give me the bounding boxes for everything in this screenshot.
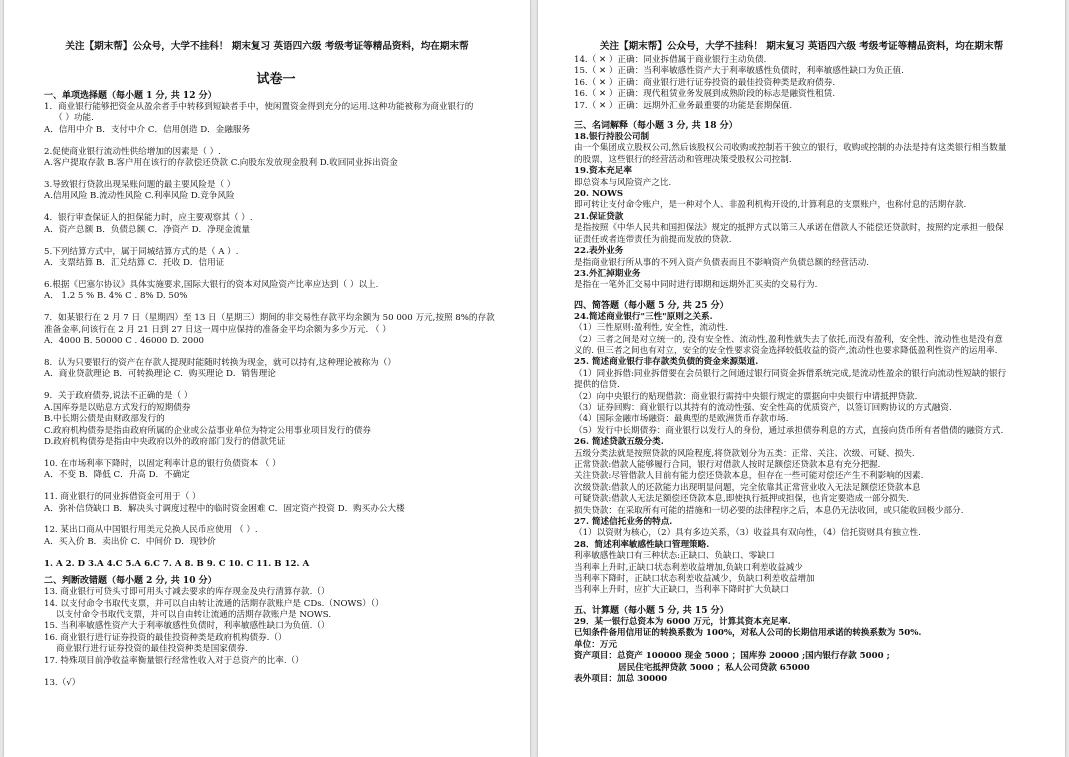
question-text: 单位：万元 xyxy=(574,639,617,650)
question-text: 以支付命令书取代支票，并可以自由转让流通的活期存款账户是 NOWS. xyxy=(56,610,332,620)
answer-text: （1）同业拆借:同业拆借要在会员银行之间通过银行同资金拆借系统完成,是流动性盈余的银行向流动性短缺的银行 xyxy=(574,368,1007,379)
answer-text: 义的. 但三者之间也有对立，安全的安全性要求资金选择较低收益的资产,流动性也要求降低盈利性资产的运用率. xyxy=(574,345,998,356)
answer-text: 16.（ ✕ ）正确：商业银行进行证券投资的最佳投资种类是政府债券. xyxy=(574,77,836,88)
term-title: 21.保证贷款 xyxy=(574,211,624,222)
term-title: 18.银行持股公司制 xyxy=(574,132,650,143)
term-definition: 证责任或者连带责任为前提而发放的贷款. xyxy=(574,234,732,245)
term-definition: 由一个集团成立股权公司,然后该股权公司收购或控制若干独立的银行，收购或控制的办法是持有这类银行相当数量 xyxy=(574,143,1007,154)
right-content xyxy=(574,55,1041,685)
answer-key: 1. A 2. D 3.A 4.C 5.A 6.C 7. A 8. B 9. C 10. C 11. B 12. A xyxy=(44,558,310,569)
section-heading: 二、判断改错题（每小题 2 分, 共 10 分） xyxy=(44,576,217,587)
question-options: A．信用中介 B．支付中介 C．信用创造 D．金融服务 xyxy=(44,124,251,135)
section-heading: 一、单项选择题（每小题 1 分, 共 12 分） xyxy=(44,91,217,101)
question-title: 26. 简述贷款五级分类. xyxy=(574,437,664,448)
question-text: 12. 某出口商从中国银行用美元兑换人民币应使用 （ ）. xyxy=(44,525,258,536)
section-heading: 三、名词解释（每小题 3 分, 共 18 分） xyxy=(574,121,738,132)
question-options: A．弥补信贷缺口 B．解决头寸调度过程中的临时资金困难 C．固定资产投资 D．购买办公大楼 xyxy=(44,503,405,514)
question-text: 9．关于政府债券,说法不正确的是（ ） xyxy=(44,391,193,402)
answer-text: 利率敏感性缺口有三种状态:正缺口、负缺口、零缺口 xyxy=(574,551,775,562)
question-text: 商业银行进行证券投资的最佳投资种类是国家债券. xyxy=(56,644,248,655)
term-definition: 是指按照《中华人民共和国担保法》规定的抵押方式以第三人承诺在借款人不能偿还贷款时，按照约定承担一般保 xyxy=(574,223,1004,234)
question-title: 28．简述利率敏感性缺口管理策略. xyxy=(574,539,710,550)
answer-text: （1）以资财为核心，（2）具有多边关系，（3）收益具有双向性，（4）信托资财具有独立性. xyxy=(574,528,921,539)
question-text: 10. 在市场利率下降时，以固定利率计息的银行负债资本 （ ） xyxy=(44,458,281,469)
question-options: A.国库券是以贴息方式发行的短期债券 xyxy=(44,402,191,413)
answer-text: 当利率上升时，应扩大正缺口，当利率下降时扩大负缺口 xyxy=(574,585,789,596)
question-text: 资产项目：总资产 100000 现金 5000 ；国库券 20000 ;国内银行存款 5000 ; xyxy=(574,651,890,662)
term-definition: 是指商业银行所从事的不列入资产负债表而且不影响资产负债总额的经营活动. xyxy=(574,257,869,268)
question-text: 14. 以支付命令书取代支票，并可以自由转让流通的活期存款账户是 CDs.（NOWS）（） xyxy=(44,598,384,609)
question-text: 居民住宅抵押贷款 5000 ；私人公司贷款 65000 xyxy=(618,662,810,673)
question-text: 17. 特殊项目前净收益率衡量银行经常性收入对于总资产的比率.（） xyxy=(44,655,304,666)
page-header: 关注【期末帮】公众号，大学不挂科！ 期末复习 英语四六级 考级考证等精品资料，均在期末帮 xyxy=(65,41,469,52)
question-title: 27. 简述信托业务的特点. xyxy=(574,517,673,528)
term-definition: 的股票，这些银行的经营活动和管理决策受股权公司控制. xyxy=(574,154,792,165)
question-text: 准备金率,问该行在 2 月 21 日到 27 日这一周中应保持的准备金平均余额为多少万元. （ ） xyxy=(44,324,391,335)
answer-text: 当利率下降时，正缺口状态利差收益减少，负缺口利差收益增加 xyxy=(574,574,815,585)
answer-text: 16.（ ✕ ）正确：现代租赁业务发展到成熟阶段的标志是融资性租赁. xyxy=(574,89,836,100)
question-options: A．支票结算 B．汇兑结算 C．托收 D．信用证 xyxy=(44,258,225,269)
question-text: 5.下列结算方式中，属于同城结算方式的是（ A ）. xyxy=(44,246,239,257)
question-options: A．买入价 B．卖出价 C．中间价 D．现钞价 xyxy=(44,536,216,547)
question-text: 7．如某银行在 2 月 7 日（星期四）至 13 日（星期三）期间的非交易性存款平均余额为 50 000 万元,按照 8%的存款 xyxy=(44,313,495,324)
question-text: 表外项目：加总 30000 xyxy=(574,673,668,684)
section-heading: 四、简答题（每小题 5 分, 共 25 分） xyxy=(574,300,729,311)
term-title: 22.表外业务 xyxy=(574,246,624,257)
question-options: A．4000 B. 50000 C . 46000 D. 2000 xyxy=(44,336,205,347)
answer-text: （2）向中央银行的贴现借款：商业银行需持中央银行规定的票据向中央银行申请抵押贷款. xyxy=(574,391,918,402)
left-page xyxy=(4,0,530,757)
answer-text: 当利率上升时,正缺口状态利差收益增加,负缺口利差收益减少 xyxy=(574,562,803,573)
answer-text: 可疑贷款:借款人无法足额偿还贷款本息,即使执行抵押或担保，也肯定要造成一部分损失. xyxy=(574,494,909,505)
question-title: 25. 简述商业银行非存款类负债的资金来源渠道. xyxy=(574,357,759,368)
term-definition: 是指在一笔外汇交易中同时进行即期和远期外汇买卖的交易行为. xyxy=(574,280,818,291)
question-options: B.中长期公债是由财政部发行的 xyxy=(44,414,165,425)
right-page xyxy=(538,0,1065,757)
answer-text: （4）国际金融市场融资：最典型的是欧洲货币存款市场. xyxy=(574,414,789,425)
question-title: 29．某一银行总资本为 6000 万元，计算其资本充足率. xyxy=(574,616,791,627)
question-text: 4．银行审查保证人的担保能力时，应主要观察其（ ）. xyxy=(44,213,253,224)
question-options: A.信用风险 B.流动性风险 C.利率风险 D.竞争风险 xyxy=(44,191,235,202)
answer-text: 14.（ ✕ ）正确：同业拆借属于商业银行主动负债. xyxy=(574,55,767,65)
question-text: 已知条件备用信用证的转换系数为 100%，对私人公司的长期信用承诺的转换系数为 50%. xyxy=(574,628,922,639)
answer-text: 关注贷款:尽管借款人目前有能力偿还贷款本息，但存在一些可能对偿还产生不利影响的因素. xyxy=(574,471,924,482)
question-title: 24.简述商业银行"三性"原则之关系. xyxy=(574,311,713,322)
answer-text: （5）发行中长期债券：商业银行以发行人的身份，通过承担债券利息的方式，直接向货币所有者借债的融资方式. xyxy=(574,425,1004,436)
answer-text: （2）三者之间是对立统一的, 没有安全性、流动性,盈利性就失去了依托,而没有盈利，安全性、流动性也是没有意 xyxy=(574,334,1003,345)
term-title: 19.资本充足率 xyxy=(574,166,632,177)
question-text: 11. 商业银行的同业拆借资金可用于（ ） xyxy=(44,492,201,503)
exam-title: 试卷一 xyxy=(256,72,296,87)
question-options: A． 1.2 5 % B. 4% C . 8% D. 50% xyxy=(44,291,188,302)
answer-text: 正常贷款:借款人能够履行合同，银行对借款人按时足额偿还贷款本息有充分把握. xyxy=(574,460,881,470)
left-content xyxy=(44,62,508,689)
question-options: A．资产总额 B．负债总额 C．净资产 D．净现金流量 xyxy=(44,224,251,235)
question-options: A．不变 B．降低 C．升高 D．不确定 xyxy=(44,470,190,481)
question-text: 2.促使商业银行流动性供给增加的因素是（ ）. xyxy=(44,146,221,157)
term-title: 20. NOWS xyxy=(574,189,624,200)
answer-text: 15.（ ✕ ）正确：当利率敏感性资产大于利率敏感性负债时，利率敏感性缺口为负正值. xyxy=(574,66,904,77)
term-definition: 即可转让支付命令账户，是一种对个人、非盈利机构开设的,计算利息的支票账户，也称付息的活期存款. xyxy=(574,200,967,211)
answer-text: 17.（ ✕ ）正确：远期外汇业务最重要的功能是套期保值. xyxy=(574,100,793,111)
answer-text: 损失贷款：在采取所有可能的措施和一切必要的法律程序之后，本息仍无法收回，或只能收回极少部分. xyxy=(574,505,964,516)
section-heading: 五、计算题（每小题 5 分, 共 15 分） xyxy=(574,605,729,616)
answer-text: 次级贷款:借款人的还款能力出现明显问题，完全依靠其正常营业收入无法足额偿还贷款本息 xyxy=(574,482,921,493)
answer-text: 13.（√） xyxy=(44,677,81,688)
question-text: 16. 商业银行进行证券投资的最佳投资种类是政府机构债券.（） xyxy=(44,632,287,643)
answer-text: （3）证券回购：商业银行以其持有的流动性强、安全性高的优质资产，以签订回购协议的方式融资. xyxy=(574,402,952,413)
term-definition: 即总资本与风险资产之比. xyxy=(574,177,672,188)
page-header: 关注【期末帮】公众号，大学不挂科！ 期末复习 英语四六级 考级考证等精品资料，均在期末帮 xyxy=(599,41,1004,52)
question-text: （ ）功能. xyxy=(54,113,94,124)
question-text: 13. 商业银行可贷头寸即可用头寸减去要求的库存现金及央行清算存款.（） xyxy=(44,587,330,598)
question-options: D.政府机构债券是指由中央政府以外的政府部门发行的借款凭证 xyxy=(44,436,286,447)
question-options: A.客户提取存款 B.客户用在该行的存款偿还贷款 C.向股东发放现金股利 D.收回同业拆出资金 xyxy=(44,158,398,169)
question-options: C.政府机构债券是指由政府所属的企业或公益事业单位为特定公用事业项目发行的债券 xyxy=(44,425,371,436)
answer-text: 提供的信贷. xyxy=(574,380,620,391)
term-title: 23.外汇掉期业务 xyxy=(574,268,641,279)
question-options: A．商业贷款理论 B．可转换理论 C．购买理论 D．销售理论 xyxy=(44,369,276,380)
question-text: 1．商业银行能够把资金从盈余者手中转移到短缺者手中，使闲置资金得到充分的运用.这种功能被称为商业银行的 xyxy=(44,102,474,112)
question-text: 8．认为只要银行的资产在存款人提现时能随时转换为现金，就可以持有,这种理论被称为（） xyxy=(44,358,396,368)
question-text: 6.根据《巴塞尔协议》具体实施要求,国际大银行的资本对风险资产比率应达到（ ）以上. xyxy=(44,279,379,290)
answer-text: （1）三性原则:盈利性, 安全性，流动性. xyxy=(574,323,729,334)
question-text: 3.导致银行贷款出现呆账问题的最主要风险是（ ） xyxy=(44,180,236,191)
question-text: 15. 当利率敏感性资产大于利率敏感性负债时，利率敏感性缺口为负值.（） xyxy=(44,621,330,632)
answer-text: 五级分类法就是按照贷款的风险程度,将贷款划分为五类：正常、关注、次级、可疑、损失. xyxy=(574,448,915,459)
